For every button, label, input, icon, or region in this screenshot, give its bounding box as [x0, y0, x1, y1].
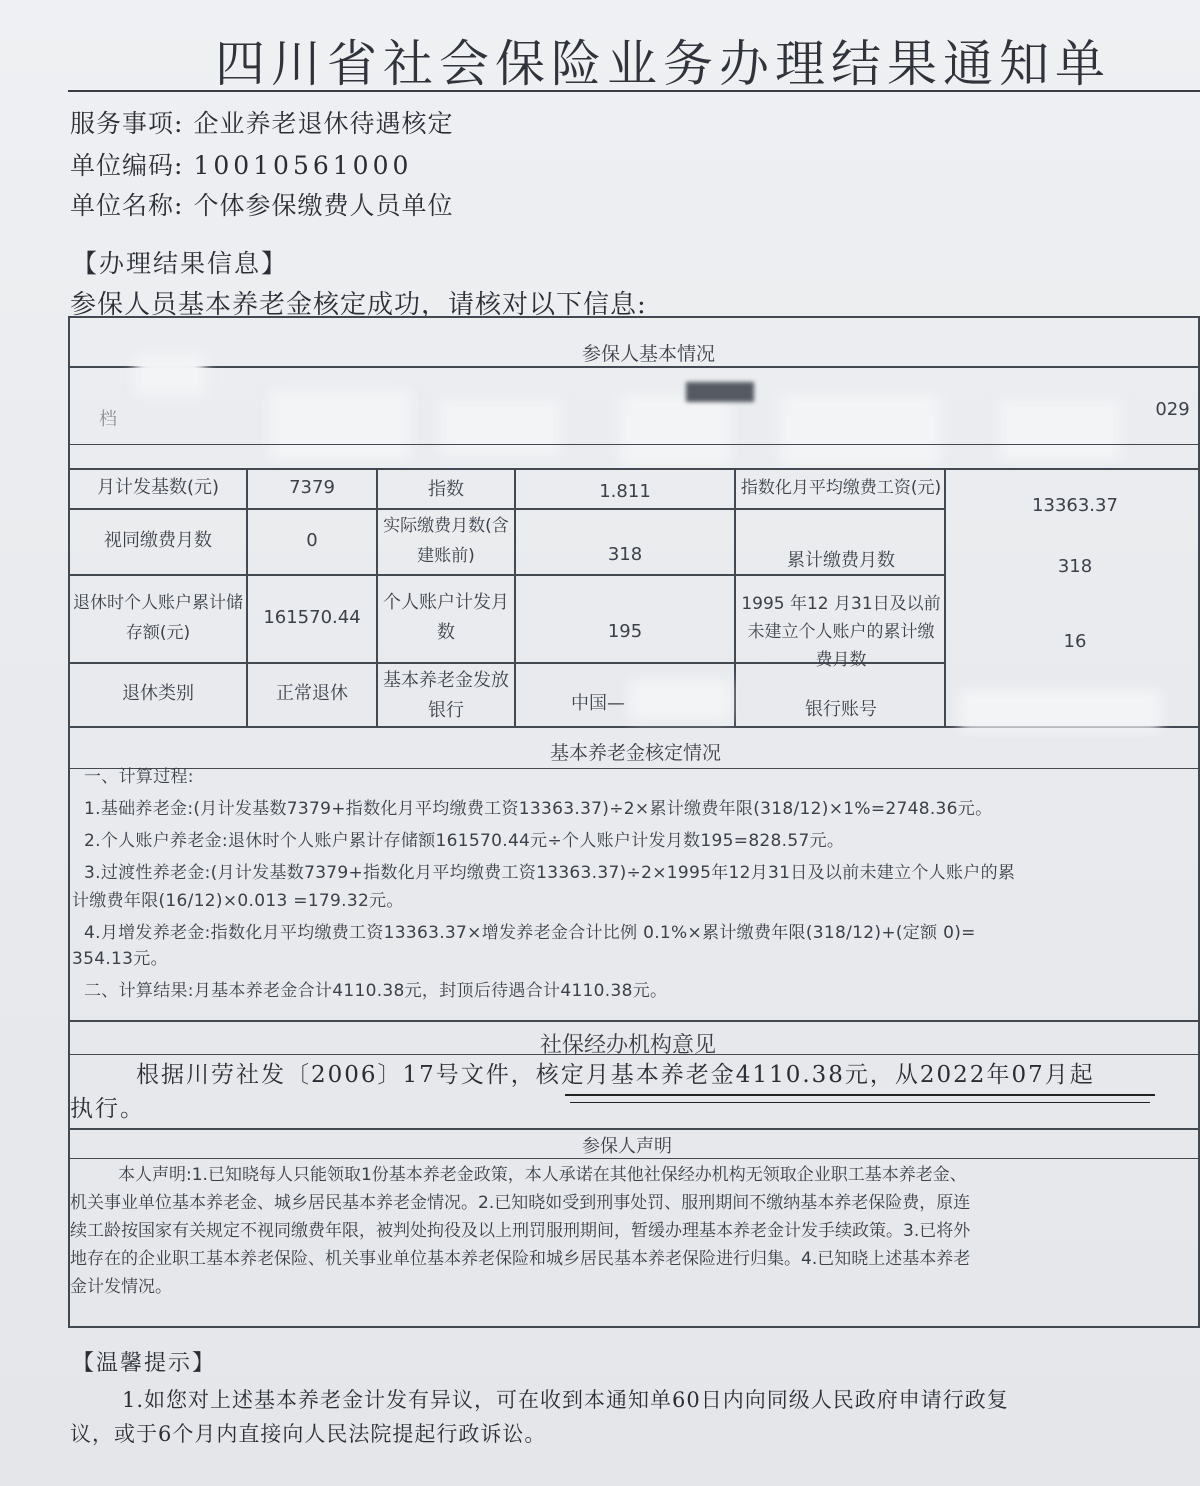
cell-label: 个人账户计发月数 [383, 592, 509, 643]
cell-value: 正常退休 [276, 683, 348, 704]
tips-line: 议，或于6个月内直接向人民法院提起行政诉讼。 [70, 1422, 547, 1446]
tips-header: 【温馨提示】 [72, 1351, 217, 1376]
basic-info-title: 参保人基本情况 [582, 343, 716, 365]
redaction [960, 690, 1160, 730]
service-item [70, 104, 453, 140]
cell-label: 视同缴费月数 [104, 530, 212, 551]
unit-code-value: 10010561000 [193, 151, 413, 180]
declaration-line: 续工龄按国家有关规定不视同缴费年限，被判处拘役及以上刑罚服刑期间，暂缓办理基本养老金计发手续政策。3.已将外 [70, 1221, 971, 1241]
calc-result: 二、计算结果:月基本养老金合计4110.38元，封顶后待遇合计4110.38元。 [84, 981, 668, 1001]
calc-line: 计缴费年限(16/12)×0.013 =179.32元。 [72, 891, 404, 911]
unit-code [70, 146, 412, 182]
redaction [440, 400, 560, 455]
declaration-line: 地存在的企业职工基本养老保险、机关事业单位基本养老保险和城乡居民基本养老保险进行归集。4.已知晓上述基本养老 [70, 1249, 971, 1269]
redaction [620, 395, 730, 465]
table-rule [68, 444, 1200, 445]
declaration-title: 参保人声明 [582, 1136, 672, 1157]
redaction [780, 395, 940, 465]
unit-name [70, 186, 453, 222]
document-title: 四川省社会保险业务办理结果通知单 [215, 35, 1111, 93]
unit-name-label: 单位名称: [70, 191, 184, 220]
cell-value: 16 [1063, 631, 1087, 652]
cell-value: 中国— [571, 693, 625, 714]
service-item-label: 服务事项: [70, 109, 184, 138]
intro-text: 参保人员基本养老金核定成功，请核对以下信息: [70, 290, 647, 320]
cell-value: 13363.37 [1032, 495, 1118, 516]
tips-line: 1.如您对上述基本养老金计发有异议，可在收到本通知单60日内向同级人民政府申请行政复 [122, 1388, 1009, 1412]
table-rule [514, 468, 516, 726]
result-header: 【办理结果信息】 [72, 249, 289, 278]
cell-label: 银行账号 [805, 699, 877, 720]
redaction [630, 680, 730, 720]
cell-value: 7379 [289, 477, 335, 498]
table-rule [68, 768, 1200, 769]
calc-line: 2.个人账户养老金:退休时个人账户累计存储额161570.44元÷个人账户计发月数195=828.57元。 [84, 831, 845, 851]
table-rule [68, 1020, 1200, 1022]
record-code: 029 [1155, 399, 1190, 420]
table-rule [68, 366, 1200, 368]
cell-label: 指数 [428, 479, 464, 500]
cell-label: 1995 年12 月31日及以前未建立个人账户的累计缴费月数 [741, 594, 941, 670]
cell-label: 基本养老金发放银行 [383, 670, 509, 721]
cell-value: 318 [607, 544, 643, 565]
calc-title: 基本养老金核定情况 [550, 742, 722, 764]
declaration-line: 机关事业单位基本养老金、城乡居民基本养老金情况。2.已知晓如受到刑事处罚、服刑期间不缴纳基本养老保险费，原连 [70, 1193, 971, 1213]
cell-label: 指数化月平均缴费工资(元) [740, 478, 942, 498]
calc-line: 3.过渡性养老金:(月计发基数7379+指数化月平均缴费工资13363.37)÷2×1995年12月31日及以前未建立个人账户的累 [84, 863, 1016, 883]
redaction [135, 355, 205, 395]
table-rule [246, 468, 248, 726]
cell-value: 318 [1057, 556, 1093, 577]
declaration-line: 金计发情况。 [70, 1277, 172, 1297]
unit-name-value: 个体参保缴费人员单位 [193, 191, 454, 220]
calc-line: 一、计算过程: [84, 767, 194, 787]
declaration-line: 本人声明:1.已知晓每人只能领取1份基本养老金政策，本人承诺在其他社保经办机构无领取企业职工基本养老金、 [118, 1165, 967, 1185]
unit-code-label: 单位编码: [70, 151, 184, 180]
calc-line: 1.基础养老金:(月计发基数7379+指数化月平均缴费工资13363.37)÷2×累计缴费年限(318/12)×1%=2748.36元。 [84, 799, 993, 819]
cell-label: 退休时个人账户累计储存额(元) [73, 593, 243, 643]
cell-value: 161570.44 [263, 607, 361, 628]
record-label: 档 [99, 409, 117, 430]
calc-line: 4.月增发养老金:指数化月平均缴费工资13363.37×增发养老金合计比例 0.1%×累计缴费年限(318/12)+(定额 0)= [84, 923, 976, 943]
cell-label: 累计缴费月数 [787, 550, 895, 571]
opinion-title: 社保经办机构意见 [540, 1033, 717, 1058]
cell-value: 0 [306, 530, 318, 551]
cell-label: 实际缴费月数(含建账前) [383, 516, 509, 566]
table-rule [734, 468, 736, 726]
opinion-text: 执行。 [70, 1096, 145, 1122]
handwritten-underline [570, 1102, 1150, 1103]
redaction [1000, 400, 1120, 460]
table-rule [68, 1158, 1200, 1159]
cell-label: 退休类别 [122, 683, 194, 704]
opinion-text: 根据川劳社发〔2006〕17号文件，核定月基本养老金4110.38元，从2022年07月起 [136, 1062, 1095, 1088]
calc-line: 354.13元。 [72, 949, 168, 969]
title-rule [68, 90, 1200, 92]
service-item-value: 企业养老退休待遇核定 [193, 109, 454, 138]
handwritten-underline [565, 1094, 1155, 1096]
table-rule [944, 468, 946, 726]
cell-value: 195 [607, 621, 643, 642]
table-rule [68, 1128, 1200, 1130]
redaction [686, 382, 754, 402]
cell-label: 月计发基数(元) [96, 477, 220, 498]
redaction [270, 390, 410, 460]
cell-value: 1.811 [599, 481, 651, 502]
table-rule [68, 1054, 1200, 1055]
table-rule [376, 468, 378, 726]
